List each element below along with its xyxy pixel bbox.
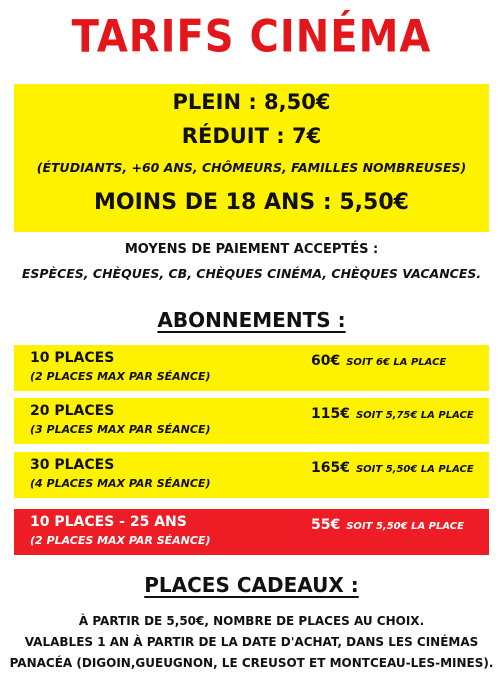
page-title: TARIFS CINÉMA: [71, 11, 432, 63]
subscription-price: 60€: [311, 353, 341, 369]
subscription-name: 10 PLACES: [30, 350, 115, 366]
subscription-name: 20 PLACES: [30, 403, 115, 419]
subscription-price: 115€: [311, 406, 350, 422]
subscription-row: [14, 452, 489, 498]
subscription-price-group: [311, 457, 474, 476]
subscription-row: [14, 345, 489, 391]
subscription-limit: (2 PLACES MAX PAR SÉANCE): [30, 534, 211, 547]
full-price: PLEIN : 8,50€: [172, 90, 331, 114]
subscription-row: [14, 398, 489, 444]
subscription-price-group: [311, 514, 464, 533]
gift-line-price: À PARTIR DE 5,50€, NOMBRE DE PLACES AU CHOIX.: [78, 614, 425, 628]
subscription-row-youth: [14, 509, 489, 555]
gift-line-cinemas: PANACÉA (DIGOIN,GUEUGNON, LE CREUSOT ET MONTCEAU-LES-MINES).: [9, 656, 494, 670]
subscription-limit: (2 PLACES MAX PAR SÉANCE): [30, 370, 211, 383]
subscriptions-title: [0, 308, 503, 332]
subscription-price-group: [311, 403, 474, 422]
subscription-limit: (4 PLACES MAX PAR SÉANCE): [30, 477, 211, 490]
gift-title-text: PLACES CADEAUX :: [144, 573, 359, 597]
reduced-price: RÉDUIT : 7€: [181, 124, 322, 148]
under-18-price: MOINS DE 18 ANS : 5,50€: [94, 190, 409, 215]
subscription-price-group: [311, 350, 446, 369]
payment-title: MOYENS DE PAIEMENT ACCEPTÉS :: [124, 242, 379, 257]
subscription-limit: (3 PLACES MAX PAR SÉANCE): [30, 423, 211, 436]
subscription-name: 30 PLACES: [30, 457, 115, 473]
payment-methods: ESPÈCES, CHÈQUES, CB, CHÈQUES CINÉMA, CHÈQUES VACANCES.: [21, 266, 482, 281]
subscriptions-title-text: ABONNEMENTS :: [157, 308, 346, 332]
subscription-name: 10 PLACES - 25 ANS: [30, 514, 187, 530]
subscription-price-per-place: SOIT 5,50€ LA PLACE: [355, 464, 474, 475]
gift-line-validity: VALABLES 1 AN À PARTIR DE LA DATE D'ACHAT, DANS LES CINÉMAS: [24, 635, 479, 649]
subscription-price-per-place: SOIT 5,75€ LA PLACE: [355, 410, 474, 421]
reduced-price-conditions: (ÉTUDIANTS, +60 ANS, CHÔMEURS, FAMILLES NOMBREUSES): [36, 160, 467, 175]
price-box: [14, 84, 489, 232]
subscription-price: 165€: [311, 460, 350, 476]
subscription-price: 55€: [311, 517, 341, 533]
subscription-price-per-place: SOIT 6€ LA PLACE: [346, 357, 447, 368]
subscription-price-per-place: SOIT 5,50€ LA PLACE: [346, 521, 464, 532]
gift-title: [0, 573, 503, 597]
